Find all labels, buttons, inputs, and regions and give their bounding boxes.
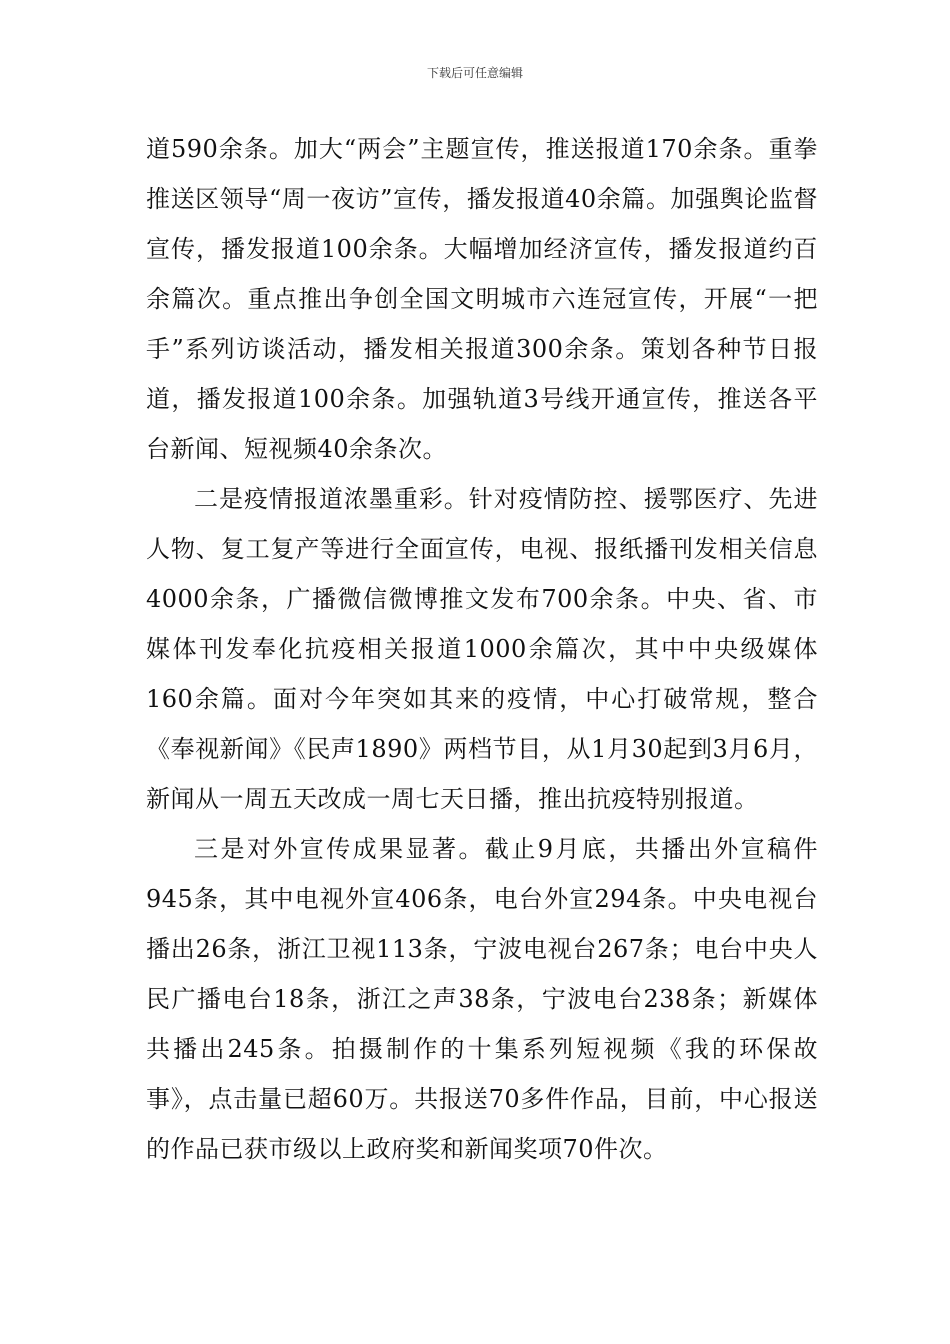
page-header-note: 下载后可任意编辑 xyxy=(426,66,523,80)
paragraph-external-publicity: 三是对外宣传成果显著。截止9月底，共播出外宣稿件945条，其中电视外宣406条，电台外宣294条。中央电视台播出26条，浙江卫视113条，宁波电视台267条；电台中央人民广播电台18条，浙江之声38条，宁波电台238条；新媒体共播出245条。拍摄制作的十集系列短视频《我的环保故事》，点击量已超60万。共报送70多件作品，目前，中心报送的作品已获市级以上政府奖和新闻奖项70件次。 xyxy=(146,835,818,1163)
paragraph-epidemic-reporting: 二是疫情报道浓墨重彩。针对疫情防控、援鄂医疗、先进人物、复工复产等进行全面宣传，电视、报纸播刊发相关信息4000余条，广播微信微博推文发布700余条。中央、省、市媒体刊发奉化抗疫相关报道1000余篇次，其中中央级媒体160余篇。面对今年突如其来的疫情，中心打破常规，整合《奉视新闻》《民声1890》两档节目，从1月30起到3月6月，新闻从一周五天改成一周七天日播，推出抗疫特别报道。 xyxy=(146,485,818,813)
paragraph-continuation: 道590余条。加大“两会”主题宣传，推送报道170余条。重拳推送区领导“周一夜访”宣传，播发报道40余篇。加强舆论监督宣传，播发报道100余条。大幅增加经济宣传，播发报道约百余篇次。重点推出争创全国文明城市六连冠宣传，开展“一把手”系列访谈活动，播发相关报道300余条。策划各种节日报道，播发报道100余条。加强轨道3号线开通宣传，推送各平台新闻、短视频40余条次。 xyxy=(146,135,818,463)
document-body xyxy=(146,124,818,1174)
